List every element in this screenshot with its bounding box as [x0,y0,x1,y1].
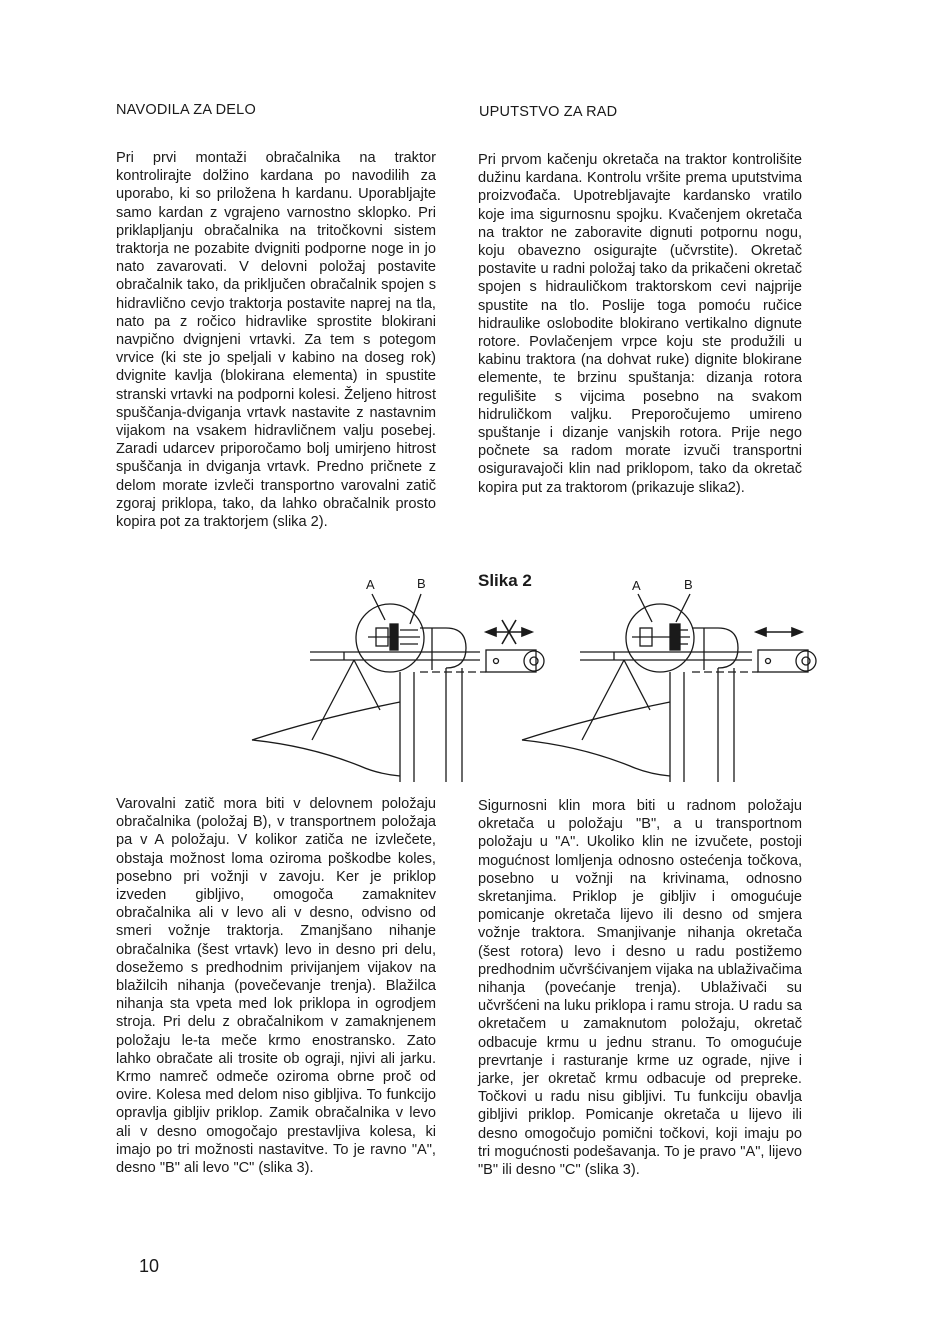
right-heading: UPUTSTVO ZA RAD [479,104,618,120]
figure-title: Slika 2 [478,571,532,590]
left-label-b: B [417,576,426,591]
right-paragraph-2: Sigurnosni klin mora biti u radnom položaju okretača u položaju "B", a u transportnom položaju u "A". Ukoliko klin ne izvučete, postoji mogućnost lomljenja odnosno ostećenja točkova, posebno u vožnji na krivinama, odnosno skretanjima. Priklop je gibljiv i omogućuje pomicanje okretača lijevo ili desno od smjera vožnje traktora. Smanjivanje nihanja okretača (šest rotora) levo i desno u radu postižemo predhodnim učvršćivanjem vijaka na ublaživačima nihanja (povećanje trenja). Ublaživači su učvršćeni na luku priklopa i ramu stroja. U radu sa okretačem u zamaknutom položaju, okretač odbacuje krmu u jednu stranu. To omogućuje prevrtanje i rasturanje krme uz ograde, njive i jarke, jer okretač krmu odbacuje od prepreke. Točkovi u radu nisu gibljivi. Tu funkciju obavlja gibljivi priklop. Pomicanje okretača u lijevo ili desno omogočujo pomični točkovi, koji imaju po tri mogućnosti podešavanja. To je pravo "A", lijevo "B" ili desno "C" (slika 3). [478,798,802,1179]
right-label-b: B [684,577,693,592]
left-paragraph-2: Varovalni zatič mora biti v delovnem položaju obračalnika (položaj B), v transportnem položaja pa v A položaju. V kolikor zatiča ne izvlečete, obstaja možnost loma oziroma poškodbe koles, posebno pri vožnji v zavoju. Ker je priklop izveden gibljivo, omogoča zamaknitev obračalnika ali v levo ali v desno, odvisno od smeri vožnje traktorja. Zmanjšano nihanje obračalnika (šest vrtavk) levo in desno pri delu, dosežemo s predhodnim privijanjem vijakov na blažilcih nihanja (povečevanje trenja). Blažilca nihanja sta vpeta med lok priklopa in ogrodjem stroja. Pri delu z obračalnikom v zamaknjenem položaju le-ta meče krmo enostransko. Zato lahko obračate ali trosite ob ograji, njivi ali jarku. Krmo namreč odmeče oziroma obrne proč od ovire. Kolesa med delom niso gibljiva. To funkcijo opravlja gibljiv priklop. Zamik obračalnika v levo ali v desno omogočajo prestavljiva kolesa, ki imajo po tri možnosti nastavitve. To je ravno "A", desno "B" ali levo "C" (slika 3). [116,796,436,1177]
left-heading: NAVODILA ZA DELO [116,102,256,118]
page-number: 10 [139,1256,160,1276]
right-label-a: A [632,578,641,593]
figure-left-drawing [250,590,560,790]
figure-right-drawing [520,590,830,790]
left-label-a: A [366,577,375,592]
left-paragraph-1: Pri prvi montaži obračalnika na traktor kontrolirajte dolžino kardana po navodilih za uporabo, ki so priložena h kardanu. Uporabljajte samo kardan z vgrajeno varnostno sklopko. Pri priklapljanju obračalnika na tritočkovni sistem traktorja ne pozabite dvigniti podporne noge in jo nato zavarovati. V delovni položaj postavite obračalnik tako, da priključen obračalnik spojen s hidravlično cevjo traktorja postavite naprej na tla, nato pa z ročico hidravlike sprostite blokirani navpično dvignjeni vrtavki. Za tem s potegom vrvice (ki ste jo speljali v kabino na doseg rok) dvignite kavlja (blokirana elementa) in spustite stranski vrtavki na podporni kolesi. Željeno hitrost spuščanja-dviganja vrtavk nastavite z nastavnim vijakom na vsakem hidravličnem valju posebej. Zaradi udarcev priporočamo bolj umirjeno hitrost spuščanja in dviganja vrtavk. Predno pričnete z delom morate izvleči transportno varovalni zatič zgoraj priklopa, tako, da lahko obračalnik prosto kopira pot za traktorjem (slika 2). [116,150,436,531]
right-paragraph-1: Pri prvom kačenju okretača na traktor kontrolišite dužinu kardana. Kontrolu vršite prema uputstvima proizvođača. Upotrebljavajte kardansko vratilo koje ima sigurnosnu spojku. Kvačenjem okretača na traktor ne zaboravite dignuti potpornu nogu, koju obavezno osigurajte (učvrstite). Okretač postavite u radni položaj tako da prikačeni okretač spojen s hidrauličkom traktorskom cevi najprije spustite na tlo. Poslije toga pomoću ručice hidraulike oslobodite blokirano vertikalno dignute rotore. Povlačenjem vrpce koju ste produžili u kabinu traktora (na dohvat ruke) dignite blokirane elemente, te brzinu spuštanja: dizanja rotora regulišite s vijcima posebno na svakom hidruličkom valjku. Preporočujemo umireno spuštanje i dizanje vanjskih rotora. Prije nego počnete sa radom morate izvuči transportni osiguravajoči klin nad priklopom, tako da okretač kopira put za traktorom (prikazuje slika2). [478,152,802,496]
